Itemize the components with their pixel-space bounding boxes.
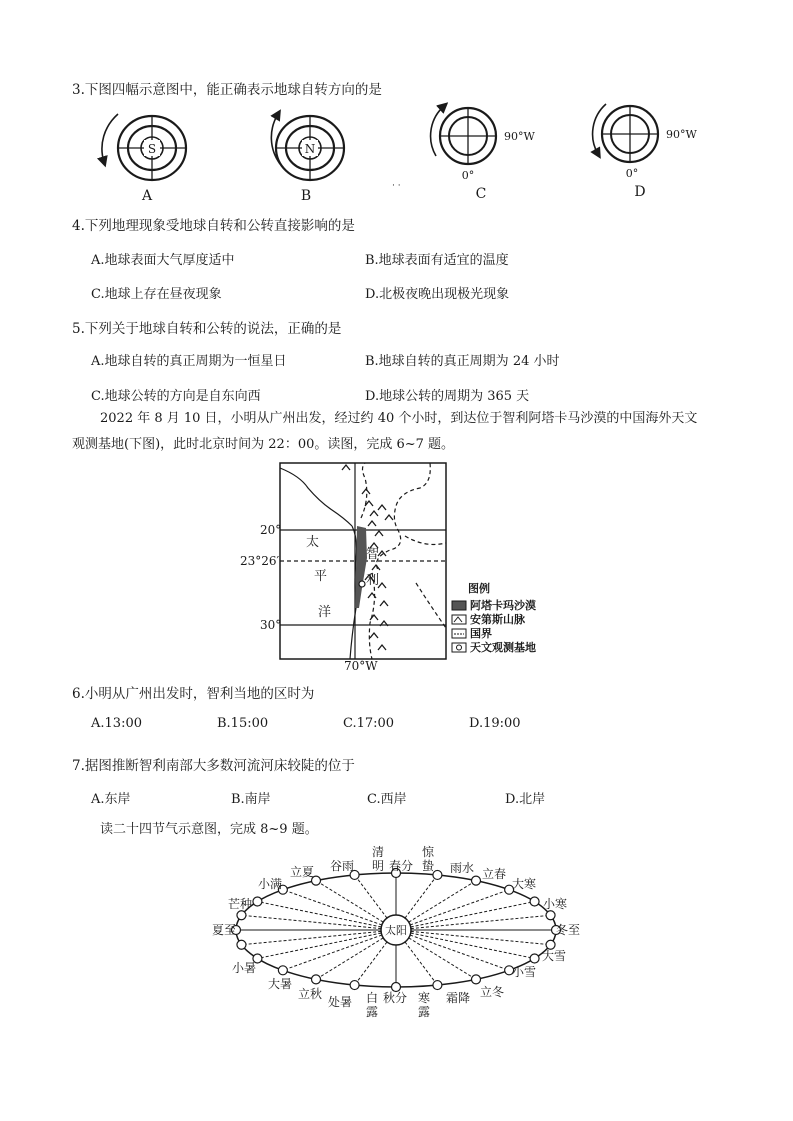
lat-23-26: 23°26′ [240,554,280,568]
term-mangzhong: 芒种 [228,897,253,911]
earth-position-node [546,911,555,920]
term-bailu-2: 露 [366,1005,379,1019]
legend-border: 国界 [470,627,492,640]
country-char-2: 利 [366,573,380,588]
orbit-spoke [396,930,535,959]
term-hanlu-1: 寒 [418,991,431,1005]
orbit-spoke [241,930,396,945]
solar-terms-diagram [200,840,600,1030]
intro-6-7-line2: 观测基地(下图)，此时北京时间为 22：00。读图，完成 6~7 题。 [72,437,455,452]
map-legend [452,581,536,654]
ocean-char-2: 平 [314,569,328,584]
q4-option-a[interactable]: A.地球表面大气厚度适中 [91,253,235,268]
orbit-spoke [257,902,396,931]
earth-position-node [530,897,539,906]
q6-stem: 6.小明从广州出发时，智利当地的区时为 [72,686,315,702]
term-qingming-2: 明 [372,859,385,873]
diagram-a-caption: A [141,188,153,204]
intro-8-9: 读二十四节气示意图，完成 8~9 题。 [100,822,318,837]
q6-option-a[interactable]: A.13:00 [91,716,142,731]
orbit-spoke [396,902,535,931]
ocean-char-1: 太 [306,535,320,550]
q4-option-c[interactable]: C.地球上存在昼夜现象 [91,287,222,302]
term-bailu-1: 白 [366,991,379,1005]
term-lidong: 立冬 [480,985,505,999]
term-xiaoshu: 小暑 [232,961,257,975]
diagram-b-caption: B [300,188,312,204]
legend-andes: 安第斯山脉 [470,613,525,626]
lat-20: 20° [260,523,282,537]
diagram-d [593,104,698,200]
country-char-1: 智 [366,547,380,562]
q7-stem: 7.据图推断智利南部大多数河流河床较陡的位于 [72,758,355,774]
term-xiaohan: 小寒 [543,897,568,911]
q6-option-c[interactable]: C.17:00 [343,716,395,731]
diagram-c [392,106,535,202]
earth-position-node [278,966,287,975]
term-yushui: 雨水 [450,861,475,875]
term-liqiu: 立秋 [298,987,323,1001]
q6-option-b[interactable]: B.15:00 [217,716,269,731]
q6-option-d[interactable]: D.19:00 [469,716,521,731]
diagram-d-right-label: 90°W [666,128,697,141]
term-dongzhi: 冬至 [556,923,581,937]
observatory-site [359,581,365,587]
diagram-c-caption: C [475,186,487,202]
term-jingzhe-1: 惊 [422,845,435,859]
q4-option-d[interactable]: D.北极夜晚出现极光现象 [365,287,510,302]
q4-stem: 4.下列地理现象受地球自转和公转直接影响的是 [72,218,355,234]
intro-6-7-line1: 2022 年 8 月 10 日，小明从广州出发，经过约 40 个小时，到达位于智利阿塔卡马沙漠的中国海外天文 [100,411,698,426]
q7-option-b[interactable]: B.南岸 [231,792,271,807]
diagram-d-bottom-label: 0° [625,167,639,180]
legend-observatory: 天文观测基地 [470,641,536,654]
orbit-spoke [396,915,551,930]
term-lichun: 立春 [482,867,507,881]
q5-stem: 5.下列关于地球自转和公转的说法，正确的是 [72,321,342,337]
diagram-c-right-label: 90°W [504,130,535,143]
term-dashu: 大暑 [268,977,293,991]
orbit-spoke [396,890,509,930]
diagram-b [271,114,344,204]
term-qingming-1: 清 [372,845,385,859]
orbit-spoke [396,930,509,970]
q3-diagrams [0,100,793,210]
earth-position-node [546,940,555,949]
atacama-desert [355,526,367,608]
term-shuangjiang: 霜降 [446,991,471,1005]
q5-option-d[interactable]: D.地球公转的周期为 365 天 [365,389,530,404]
svg-text:· ·: · · [392,181,401,191]
chile-map [220,458,565,673]
earth-position-node [350,981,359,990]
legend-desert: 阿塔卡玛沙漠 [470,599,536,612]
lat-30: 30° [260,618,282,632]
q7-option-c[interactable]: C.西岸 [367,792,407,807]
orbit-spoke [257,930,396,959]
earth-position-node [433,870,442,879]
diagram-c-bottom-label: 0° [461,169,475,182]
ocean-char-3: 洋 [318,605,332,620]
diagram-d-caption: D [634,184,646,200]
term-chushu: 处暑 [328,995,353,1009]
diagram-b-center-label: N [304,142,316,156]
earth-position-node [530,954,539,963]
earth-position-node [237,940,246,949]
q5-option-a[interactable]: A.地球自转的真正周期为一恒星日 [91,354,287,369]
term-hanlu-2: 露 [418,1005,431,1019]
diagram-a-center-label: S [147,142,157,156]
earth-position-node [312,975,321,984]
term-daxue: 大雪 [542,949,567,963]
term-xiaoxue: 小雪 [512,965,537,979]
orbit-spoke [396,930,551,945]
term-guyu: 谷雨 [330,859,355,873]
q4-option-b[interactable]: B.地球表面有适宜的温度 [365,253,509,268]
term-jingzhe-2: 蛰 [422,859,435,873]
earth-position-node [472,975,481,984]
term-xiazhi: 夏至 [212,923,237,937]
q7-option-d[interactable]: D.北岸 [505,792,546,807]
term-xiaoman: 小满 [258,877,283,891]
orbit-spoke [283,930,396,970]
q5-option-b[interactable]: B.地球自转的真正周期为 24 小时 [365,354,560,369]
term-lixia: 立夏 [290,865,315,879]
q7-option-a[interactable]: A.东岸 [91,792,131,807]
q3-stem: 3.下图四幅示意图中，能正确表示地球自转方向的是 [72,82,382,98]
sun-label: 太阳 [385,924,407,937]
term-dahan: 大寒 [512,877,537,891]
earth-position-node [237,911,246,920]
lon-70w: 70°W [344,659,378,673]
earth-position-node [253,897,262,906]
term-chunfen: 春分 [389,859,414,873]
diagram-a [102,114,186,204]
term-qiufen: 秋分 [383,991,408,1005]
earth-position-node [433,981,442,990]
legend-title: 图例 [468,582,490,595]
earth-position-node [472,876,481,885]
q5-option-c[interactable]: C.地球公转的方向是自东向西 [91,389,261,404]
orbit-spoke [241,915,396,930]
orbit-spoke [283,890,396,930]
